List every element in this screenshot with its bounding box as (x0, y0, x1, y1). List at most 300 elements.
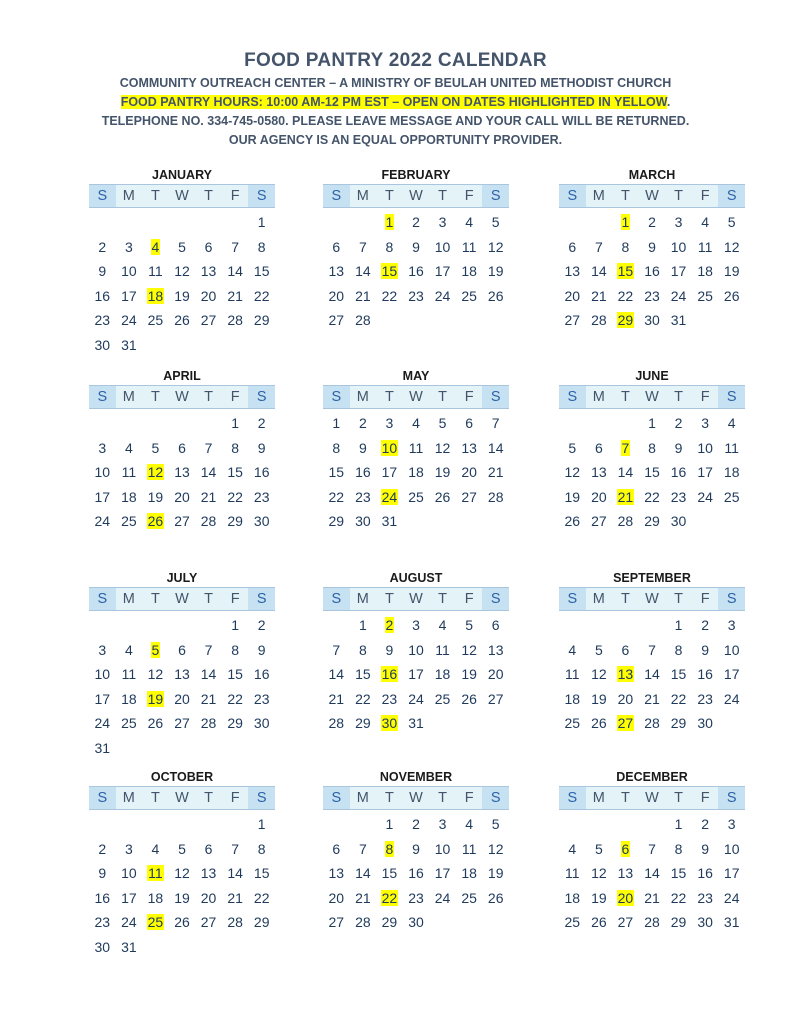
day-cell: 28 (644, 914, 660, 931)
empty-cell (323, 613, 350, 638)
weekday-label: W (645, 188, 659, 204)
day-cell: 6 (332, 840, 341, 857)
weekday-label: F (464, 790, 474, 806)
weekday-header (323, 184, 509, 208)
day-cell: 14 (227, 865, 243, 882)
day-cell: 14 (591, 263, 607, 280)
day-cell: 9 (701, 840, 710, 857)
day-cell: 4 (465, 816, 474, 833)
day-cell: 25 (121, 715, 137, 732)
day-cell: 5 (568, 439, 577, 456)
day-cell: 16 (697, 666, 713, 683)
day-cell: 12 (174, 865, 190, 882)
empty-cell (612, 613, 639, 638)
day-cell: 2 (257, 415, 266, 432)
day-cell: 18 (147, 889, 164, 906)
weekday-label: T (438, 389, 447, 405)
weekday-label: S (559, 185, 586, 207)
weekday-label: S (248, 386, 275, 408)
day-cell: 1 (648, 415, 656, 432)
day-cell: 5 (491, 816, 500, 833)
month-march (559, 167, 745, 333)
day-cell: 11 (461, 840, 477, 857)
empty-cell (222, 812, 249, 837)
day-cell: 13 (200, 263, 217, 280)
day-cell: 25 (147, 312, 164, 329)
day-cell: 5 (594, 641, 603, 658)
open-day: 29 (617, 312, 634, 329)
day-cell: 26 (591, 914, 607, 931)
weekday-header (559, 587, 745, 611)
empty-cell (116, 210, 143, 235)
day-cell: 19 (487, 865, 504, 882)
day-cell: 30 (253, 513, 270, 530)
weekday-label: T (204, 790, 213, 806)
day-cell: 14 (644, 666, 660, 683)
empty-cell (142, 210, 169, 235)
day-cell: 7 (231, 238, 240, 255)
day-cell: 17 (697, 464, 713, 481)
weekday-label: M (592, 389, 605, 405)
month-january (89, 167, 275, 357)
day-cell: 18 (461, 263, 477, 280)
month-november (323, 769, 509, 935)
day-cell: 8 (621, 238, 630, 255)
day-cell: 20 (174, 488, 190, 505)
day-cell: 17 (381, 464, 398, 481)
day-cell: 13 (487, 641, 504, 658)
weekday-label: F (230, 389, 240, 405)
day-cell: 7 (204, 439, 213, 456)
day-cell: 22 (355, 690, 371, 707)
weekday-label: T (150, 188, 160, 204)
weekday-label: W (645, 389, 659, 405)
day-cell: 11 (408, 439, 424, 456)
day-cell: 25 (434, 690, 451, 707)
day-cell: 18 (723, 464, 740, 481)
day-cell: 18 (408, 464, 424, 481)
open-day: 6 (621, 840, 630, 857)
day-cell: 20 (328, 889, 345, 906)
day-cell: 11 (697, 238, 713, 255)
day-cell: 21 (227, 889, 243, 906)
day-cell: 23 (644, 287, 660, 304)
day-cell: 7 (648, 840, 656, 857)
day-grid (89, 812, 275, 959)
month-october (89, 769, 275, 959)
day-cell: 22 (253, 889, 270, 906)
equal-opportunity-line: OUR AGENCY IS AN EQUAL OPPORTUNITY PROVIDER. (228, 133, 563, 147)
open-day: 27 (617, 715, 634, 732)
day-cell: 16 (408, 263, 424, 280)
day-cell: 24 (408, 690, 424, 707)
day-cell: 2 (412, 816, 420, 833)
weekday-label: S (559, 386, 586, 408)
day-cell: 6 (178, 641, 186, 658)
day-cell: 13 (461, 439, 477, 456)
day-cell: 17 (670, 263, 687, 280)
day-cell: 28 (355, 914, 371, 931)
day-cell: 28 (200, 513, 217, 530)
weekday-label: F (230, 591, 240, 607)
day-cell: 27 (328, 914, 345, 931)
day-cell: 15 (644, 464, 660, 481)
day-cell: 20 (328, 287, 345, 304)
day-cell: 30 (697, 715, 713, 732)
open-day: 12 (147, 464, 164, 481)
weekday-label: W (409, 790, 423, 806)
day-cell: 19 (461, 666, 477, 683)
day-cell: 22 (644, 488, 660, 505)
day-cell: 14 (200, 666, 217, 683)
day-cell: 27 (617, 914, 634, 931)
day-cell: 19 (564, 488, 581, 505)
weekday-header (323, 385, 509, 409)
empty-cell (222, 210, 249, 235)
day-cell: 3 (701, 415, 710, 432)
day-cell: 29 (355, 715, 371, 732)
empty-cell (169, 411, 196, 436)
empty-cell (116, 812, 143, 837)
month-name: NOVEMBER (379, 770, 453, 784)
day-cell: 1 (385, 816, 394, 833)
day-cell: 6 (568, 238, 577, 255)
day-cell: 4 (124, 641, 133, 658)
day-grid (89, 210, 275, 357)
day-cell: 9 (98, 865, 107, 882)
day-cell: 30 (94, 336, 111, 353)
day-cell: 27 (328, 312, 345, 329)
day-cell: 4 (465, 214, 474, 231)
month-name: FEBRUARY (381, 168, 451, 182)
empty-cell (169, 210, 196, 235)
day-cell: 4 (701, 214, 710, 231)
month-may (323, 368, 509, 534)
weekday-label: T (204, 188, 213, 204)
empty-cell (169, 613, 196, 638)
day-cell: 1 (332, 415, 341, 432)
day-cell: 28 (644, 715, 660, 732)
weekday-label: S (323, 185, 350, 207)
open-day: 30 (381, 715, 398, 732)
day-cell: 5 (178, 238, 186, 255)
day-cell: 12 (723, 238, 740, 255)
day-cell: 25 (461, 287, 477, 304)
weekday-label: W (175, 389, 189, 405)
weekday-label: S (323, 787, 350, 809)
empty-cell (612, 411, 639, 436)
weekday-label: S (559, 787, 586, 809)
weekday-header (559, 385, 745, 409)
day-cell: 8 (674, 840, 683, 857)
day-cell: 16 (94, 889, 111, 906)
weekday-label: M (122, 790, 135, 806)
day-cell: 10 (408, 641, 424, 658)
day-cell: 21 (227, 287, 243, 304)
day-cell: 17 (121, 287, 137, 304)
day-cell: 20 (564, 287, 581, 304)
month-august (323, 570, 509, 736)
day-cell: 23 (697, 690, 713, 707)
day-cell: 23 (697, 889, 713, 906)
day-cell: 17 (723, 865, 740, 882)
weekday-label: S (482, 386, 509, 408)
day-cell: 6 (332, 238, 341, 255)
weekday-label: T (438, 790, 447, 806)
month-name: OCTOBER (150, 770, 214, 784)
day-cell: 27 (174, 513, 190, 530)
day-cell: 23 (408, 287, 424, 304)
day-cell: 14 (200, 464, 217, 481)
day-cell: 28 (328, 715, 345, 732)
day-grid (559, 210, 745, 333)
day-cell: 26 (591, 715, 607, 732)
day-cell: 25 (461, 889, 477, 906)
day-cell: 31 (121, 336, 137, 353)
weekday-header (323, 786, 509, 810)
day-cell: 29 (227, 513, 243, 530)
open-day: 2 (385, 617, 394, 634)
day-cell: 13 (174, 464, 190, 481)
day-cell: 28 (617, 513, 634, 530)
day-cell: 1 (674, 617, 683, 634)
empty-cell (350, 210, 377, 235)
day-cell: 18 (564, 690, 581, 707)
day-cell: 25 (564, 914, 581, 931)
day-cell: 26 (487, 287, 504, 304)
day-cell: 14 (644, 865, 660, 882)
day-cell: 29 (381, 914, 398, 931)
day-cell: 25 (697, 287, 713, 304)
weekday-label: S (482, 787, 509, 809)
month-name: AUGUST (389, 571, 443, 585)
month-name: JANUARY (152, 168, 212, 182)
weekday-label: F (464, 188, 474, 204)
day-cell: 15 (670, 666, 687, 683)
day-cell: 26 (723, 287, 740, 304)
day-cell: 9 (701, 641, 710, 658)
day-cell: 25 (564, 715, 581, 732)
weekday-label: M (122, 188, 135, 204)
day-cell: 3 (674, 214, 683, 231)
day-cell: 10 (434, 840, 451, 857)
day-cell: 8 (257, 238, 266, 255)
day-cell: 19 (487, 263, 504, 280)
day-cell: 9 (412, 840, 420, 857)
day-cell: 16 (253, 464, 270, 481)
day-grid (323, 812, 509, 935)
weekday-label: S (482, 588, 509, 610)
day-cell: 16 (408, 865, 424, 882)
day-cell: 19 (591, 690, 607, 707)
weekday-label: T (150, 591, 160, 607)
day-cell: 17 (723, 666, 740, 683)
empty-cell (142, 613, 169, 638)
day-cell: 4 (124, 439, 133, 456)
weekday-label: T (204, 591, 213, 607)
day-cell: 17 (434, 865, 451, 882)
day-cell: 15 (355, 666, 371, 683)
empty-cell (586, 411, 613, 436)
day-cell: 22 (253, 287, 270, 304)
month-name: APRIL (163, 369, 201, 383)
day-cell: 23 (94, 312, 111, 329)
day-cell: 2 (98, 840, 107, 857)
day-cell: 4 (568, 641, 577, 658)
empty-cell (116, 613, 143, 638)
day-grid (559, 613, 745, 736)
weekday-label: S (718, 386, 745, 408)
day-grid (559, 411, 745, 534)
empty-cell (169, 812, 196, 837)
weekday-label: T (674, 591, 683, 607)
weekday-label: S (323, 386, 350, 408)
weekday-label: M (356, 188, 369, 204)
calendar-header (0, 48, 791, 150)
open-day: 4 (151, 238, 160, 255)
day-cell: 12 (434, 439, 451, 456)
day-cell: 3 (98, 641, 107, 658)
weekday-label: T (150, 389, 160, 405)
day-cell: 12 (591, 865, 607, 882)
day-cell: 14 (355, 865, 371, 882)
open-day: 11 (148, 865, 163, 882)
weekday-header (559, 184, 745, 208)
day-cell: 16 (644, 263, 660, 280)
day-cell: 30 (697, 914, 713, 931)
weekday-label: F (464, 389, 474, 405)
day-cell: 9 (257, 439, 266, 456)
day-cell: 7 (231, 840, 240, 857)
hours-period: . (666, 95, 671, 109)
day-cell: 15 (670, 865, 687, 882)
day-cell: 21 (355, 889, 371, 906)
day-cell: 20 (200, 287, 217, 304)
day-cell: 26 (434, 488, 451, 505)
day-cell: 7 (648, 641, 656, 658)
weekday-label: T (674, 389, 683, 405)
empty-cell (195, 613, 222, 638)
day-cell: 12 (147, 666, 164, 683)
day-cell: 20 (174, 690, 190, 707)
day-cell: 7 (204, 641, 213, 658)
day-cell: 31 (381, 513, 398, 530)
day-cell: 5 (727, 214, 736, 231)
day-cell: 26 (174, 914, 190, 931)
month-june (559, 368, 745, 534)
empty-cell (559, 210, 586, 235)
day-cell: 1 (231, 415, 240, 432)
day-cell: 30 (355, 513, 371, 530)
day-cell: 10 (723, 840, 740, 857)
day-cell: 1 (231, 617, 240, 634)
day-cell: 3 (727, 617, 736, 634)
weekday-label: S (718, 588, 745, 610)
day-cell: 1 (358, 617, 367, 634)
weekday-label: F (464, 591, 474, 607)
day-cell: 2 (648, 214, 656, 231)
day-cell: 6 (621, 641, 630, 658)
day-cell: 22 (328, 488, 345, 505)
day-cell: 2 (358, 415, 367, 432)
day-cell: 1 (257, 816, 266, 833)
day-cell: 14 (355, 263, 371, 280)
day-cell: 15 (253, 263, 270, 280)
empty-cell (195, 411, 222, 436)
empty-cell (612, 812, 639, 837)
day-cell: 9 (648, 238, 656, 255)
day-cell: 12 (487, 840, 504, 857)
empty-cell (586, 812, 613, 837)
day-cell: 8 (231, 439, 240, 456)
weekday-label: T (384, 389, 394, 405)
day-cell: 30 (94, 938, 111, 955)
weekday-label: T (620, 591, 630, 607)
day-cell: 31 (94, 739, 111, 756)
day-cell: 2 (98, 238, 107, 255)
weekday-label: F (230, 188, 240, 204)
empty-cell (586, 210, 613, 235)
day-cell: 12 (461, 641, 477, 658)
day-cell: 10 (94, 666, 111, 683)
day-cell: 22 (227, 690, 243, 707)
day-cell: 2 (412, 214, 420, 231)
month-december (559, 769, 745, 935)
weekday-label: T (674, 188, 683, 204)
month-name: MAY (402, 369, 430, 383)
day-cell: 5 (151, 439, 160, 456)
day-cell: 27 (200, 914, 217, 931)
day-cell: 6 (594, 439, 603, 456)
weekday-label: M (356, 591, 369, 607)
day-cell: 28 (355, 312, 371, 329)
empty-cell (639, 812, 666, 837)
day-cell: 23 (381, 690, 398, 707)
day-cell: 9 (385, 641, 394, 658)
day-cell: 19 (174, 889, 190, 906)
weekday-label: T (150, 790, 160, 806)
day-cell: 8 (332, 439, 341, 456)
day-cell: 18 (564, 889, 581, 906)
month-name: DECEMBER (616, 770, 688, 784)
empty-cell (195, 210, 222, 235)
day-cell: 26 (147, 715, 164, 732)
day-cell: 15 (328, 464, 345, 481)
open-day: 15 (617, 263, 634, 280)
weekday-label: W (409, 188, 423, 204)
day-cell: 28 (227, 914, 243, 931)
day-cell: 5 (438, 415, 447, 432)
day-cell: 28 (487, 488, 504, 505)
open-day: 26 (147, 513, 164, 530)
day-cell: 24 (434, 889, 451, 906)
day-cell: 20 (461, 464, 477, 481)
day-cell: 6 (491, 617, 500, 634)
day-cell: 17 (434, 263, 451, 280)
weekday-label: T (438, 188, 447, 204)
day-cell: 10 (434, 238, 451, 255)
day-cell: 28 (200, 715, 217, 732)
month-name: JULY (166, 571, 198, 585)
open-day: 10 (381, 439, 398, 456)
day-cell: 6 (204, 238, 213, 255)
day-cell: 3 (124, 238, 133, 255)
day-cell: 22 (670, 889, 687, 906)
day-cell: 16 (253, 666, 270, 683)
day-cell: 4 (438, 617, 447, 634)
empty-cell (89, 210, 116, 235)
day-cell: 9 (257, 641, 266, 658)
